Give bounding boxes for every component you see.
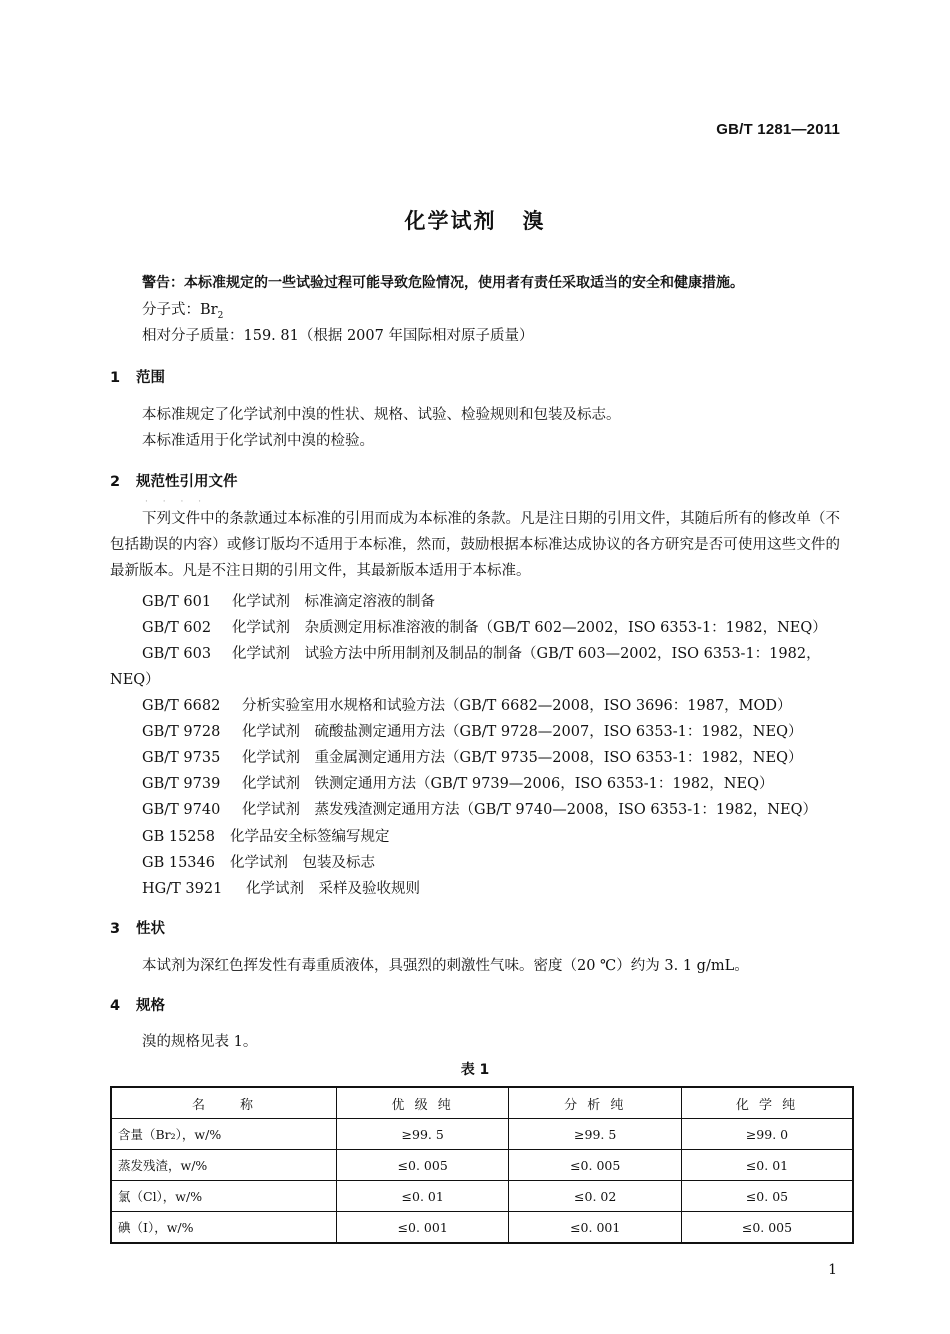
value-analytical-reagent: ≤0. 005 (509, 1150, 682, 1181)
page-number: 1 (828, 1262, 837, 1278)
reference-code: GB/T 601 (142, 594, 212, 610)
warning-text: 警告：本标准规定的一些试验过程可能导致危险情况，使用者有责任采取适当的安全和健康措施。 (142, 275, 744, 291)
reference-title: 化学试剂 杂质测定用标准溶液的制备（GB/T 602—2002，ISO 6353-1：1982，NEQ） (232, 620, 827, 636)
column-header: 化 学 纯 (681, 1087, 853, 1119)
value-guaranteed-reagent: ≤0. 01 (336, 1181, 509, 1212)
reference-title: 化学试剂 标准滴定溶液的制备 (232, 594, 435, 610)
value-chemically-pure: ≤0. 05 (681, 1181, 853, 1212)
molecular-formula (142, 300, 223, 326)
reference-code: GB/T 9728 (142, 724, 221, 740)
reference-code: GB/T 9739 (142, 776, 221, 792)
properties-paragraph: 本试剂为深红色挥发性有毒重质液体，具强烈的刺激性气味。密度（20 ℃）约为 3. 1 g/mL。 (142, 958, 749, 974)
reference-item (142, 746, 802, 767)
section-number: 4 (110, 998, 121, 1014)
reference-item (142, 642, 821, 663)
value-analytical-reagent: ≤0. 001 (509, 1212, 682, 1244)
table-row (111, 1150, 853, 1181)
table-row (111, 1181, 853, 1212)
item-name: 蒸发残渣，w/% (111, 1150, 336, 1181)
value-guaranteed-reagent: ≤0. 005 (336, 1150, 509, 1181)
title-part-2: 溴 (522, 209, 546, 233)
reference-title: 化学试剂 包装及标志 (230, 855, 375, 871)
scope-paragraph-1: 本标准规定了化学试剂中溴的性状、规格、试验、检验规则和包装及标志。 (142, 407, 621, 423)
value-guaranteed-reagent: ≥99. 5 (336, 1119, 509, 1150)
section-4-heading (110, 994, 165, 1015)
reference-item (142, 720, 802, 741)
section-title: 性状 (136, 921, 165, 937)
molecular-mass: 相对分子质量：159. 81（根据 2007 年国际相对原子质量） (142, 328, 534, 344)
column-header: 分 析 纯 (509, 1087, 682, 1119)
normative-references-intro: 下列文件中的条款通过本标准的引用而成为本标准的条款。凡是注日期的引用文件，其随后所有的修改单（不包括勘误的内容）或修订版均不适用于本标准，然而，鼓励根据本标准达成协议的各方研究是否可使用这些文件的最新版本。凡是不注日期的引用文件，其最新版本适用于本标准。 (110, 511, 840, 579)
reference-title: 化学试剂 蒸发残渣测定通用方法（GB/T 9740—2008，ISO 6353-1：1982，NEQ） (242, 802, 817, 818)
value-chemically-pure: ≥99. 0 (681, 1119, 853, 1150)
reference-title: 化学试剂 采样及验收规则 (246, 881, 420, 897)
section-title: 规范性引用文件 (136, 474, 238, 490)
section-number: 3 (110, 921, 121, 937)
title-part-1: 化学试剂 (404, 209, 497, 233)
item-name: 含量（Br₂），w/% (111, 1119, 336, 1150)
reference-code: HG/T 3921 (142, 881, 223, 897)
reference-code: GB/T 9735 (142, 750, 221, 766)
column-header: 名 称 (111, 1087, 336, 1119)
reference-title: 化学品安全标签编写规定 (230, 829, 390, 845)
reference-title: 化学试剂 铁测定通用方法（GB/T 9739—2006，ISO 6353-1：1982，NEQ） (242, 776, 774, 792)
section-title: 范围 (136, 370, 165, 386)
specification-paragraph: 溴的规格见表 1。 (142, 1034, 258, 1050)
reference-title: 分析实验室用水规格和试验方法（GB/T 6682—2008，ISO 3696：1987，MOD） (242, 698, 792, 714)
section-number: 2 (110, 474, 121, 490)
value-chemically-pure: ≤0. 005 (681, 1212, 853, 1244)
reference-continuation: NEQ） (110, 672, 160, 688)
section-1-heading (110, 366, 165, 387)
reference-code: GB 15346 (142, 855, 215, 871)
reference-title: 化学试剂 试验方法中所用制剂及制品的制备（GB/T 603—2002，ISO 6353-1：1982， (232, 646, 821, 662)
scope-paragraph-2: 本标准适用于化学试剂中溴的检验。 (142, 433, 374, 449)
value-guaranteed-reagent: ≤0. 001 (336, 1212, 509, 1244)
reference-item (142, 590, 435, 611)
reference-item (142, 851, 375, 872)
reference-item (142, 694, 792, 715)
value-analytical-reagent: ≥99. 5 (509, 1119, 682, 1150)
table-row (111, 1212, 853, 1244)
scan-artifact-dots: · · · · (145, 497, 208, 507)
formula-subscript: 2 (217, 310, 224, 321)
document-title (0, 205, 950, 235)
table-header-row (111, 1087, 853, 1119)
reference-code: GB 15258 (142, 829, 215, 845)
column-header: 优 级 纯 (336, 1087, 509, 1119)
reference-title: 化学试剂 重金属测定通用方法（GB/T 9735—2008，ISO 6353-1：1982，NEQ） (242, 750, 803, 766)
reference-code: GB/T 603 (142, 646, 212, 662)
standard-number: GB/T 1281—2011 (716, 121, 840, 138)
formula-label: 分子式：Br (142, 302, 218, 318)
table-caption: 表 1 (460, 1062, 490, 1078)
reference-title: 化学试剂 硫酸盐测定通用方法（GB/T 9728—2007，ISO 6353-1：1982，NEQ） (242, 724, 803, 740)
reference-code: GB/T 9740 (142, 802, 221, 818)
section-title: 规格 (136, 998, 165, 1014)
section-2-heading (110, 470, 238, 491)
reference-item (142, 772, 773, 793)
reference-code: GB/T 602 (142, 620, 212, 636)
value-analytical-reagent: ≤0. 02 (509, 1181, 682, 1212)
reference-item (142, 798, 817, 819)
section-number: 1 (110, 370, 121, 386)
item-name: 碘（I），w/% (111, 1212, 336, 1244)
item-name: 氯（Cl），w/% (111, 1181, 336, 1212)
specification-table (110, 1086, 854, 1244)
reference-code: GB/T 6682 (142, 698, 221, 714)
section-3-heading (110, 917, 165, 938)
table-row (111, 1119, 853, 1150)
reference-item (142, 877, 420, 898)
reference-item (142, 825, 390, 846)
reference-item (142, 616, 827, 637)
value-chemically-pure: ≤0. 01 (681, 1150, 853, 1181)
